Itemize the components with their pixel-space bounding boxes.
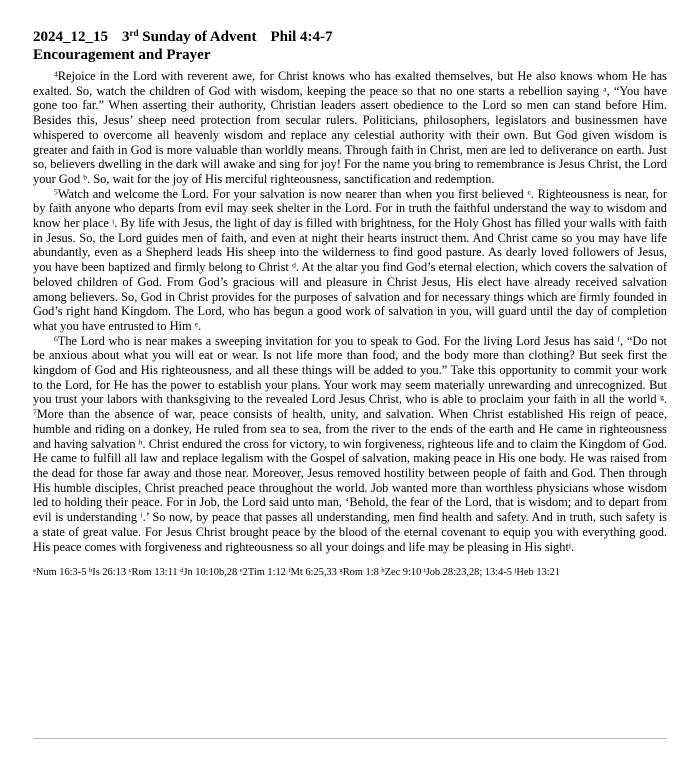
- occasion-number: 3: [122, 29, 130, 45]
- reference-citation: Rom 13:11: [131, 567, 181, 579]
- text-run: . By life with Jesus, the light of day is filled with brightness, for the Holy Ghost has filled your walls with faith in Jesus. So, the Lord guides men of faith, and even at night their hearts instruct them. And Christ came so you may have life abundantly, even as a Shepherd leads His sheep into the wilderness to find good pasture. As dearly loved followers of Jesus, you have been baptized and firmly belong to Christ: [33, 216, 667, 275]
- reference-citation: 2Tim 1:12: [242, 567, 289, 579]
- reference-citation: Num 16:3-5: [35, 567, 89, 579]
- reference-letter: e: [239, 566, 243, 574]
- reference-citation: Rom 1:8: [342, 567, 382, 579]
- reference-letter: j: [514, 566, 517, 574]
- footnote-marker: c: [527, 186, 531, 196]
- paragraph-verse-4: [33, 69, 667, 187]
- footnote-marker: h: [138, 436, 143, 446]
- paragraph-verse-6: [33, 334, 667, 555]
- text-run: . At the altar you find God’s eternal election, which covers the salvation of beloved children of God. From God’s gracious will and pleasure in Christ Jesus, His elect have already received salvation among believers. So, God in Christ provides for the purposes of salvation and for necessary things which are firmly founded in God’s right hand Kingdom. The Lord, who has begun a good work of salvation in you, will guard until the day of completion what you have entrusted to Him: [33, 260, 668, 333]
- verse-number: 6: [54, 333, 58, 343]
- page-title: [33, 28, 667, 46]
- text-run: Watch and welcome the Lord. For your salvation is now nearer than when you first believed: [57, 186, 528, 201]
- reference-citation: Heb 13:21: [516, 567, 560, 579]
- text-run: .: [571, 539, 575, 554]
- text-run: . So, wait for the joy of His merciful righteousness, sanctification and redemption.: [87, 171, 495, 186]
- text-run: .: [198, 318, 202, 333]
- scripture-reference: Phil 4:4-7: [270, 29, 333, 45]
- footnote-references: [33, 566, 667, 579]
- reference-letter: g: [339, 566, 343, 574]
- reference-citation: Is 26:13: [92, 567, 129, 579]
- footnote-marker: f: [617, 333, 621, 343]
- text-run: The Lord who is near makes a sweeping invitation for you to speak to God. For the living Lord Jesus has said: [57, 333, 618, 348]
- text-run: . Christ endured the cross for victory, to win forgiveness, righteous life and to claim the Kingdom of God. He came to fulfill all law and replace legalism with the Gospel of salvation, making peace in His one body. He was raised from the dead for those far away and those near. Moreover, Jesus removed hostility between people of faith and God. Then through His humble disciples, Christ preached peace throughout the world. Job wanted more than worthless physicians whose wisdom led to holding their peace. For in Job, the Lord said unto man, ‘Behold, the fear of the Lord, that is wisdom; and to depart from evil is understanding: [33, 436, 667, 525]
- occasion-ordinal: rd: [129, 28, 139, 39]
- reference-letter: d: [180, 566, 184, 574]
- reference-citation: Job 28:23,28; 13:4-5: [425, 567, 515, 579]
- footnote-marker: b: [83, 172, 87, 182]
- reference-letter: b: [89, 566, 93, 574]
- sermon-body: [33, 69, 667, 554]
- footnote-marker: j: [568, 539, 572, 549]
- verse-number: 5: [54, 186, 58, 196]
- footnote-marker: 7: [33, 407, 37, 417]
- footnote-marker: i: [112, 216, 115, 226]
- verse-number: 4: [54, 69, 58, 79]
- reference-letter: c: [128, 566, 132, 574]
- reference-letter: i: [423, 566, 426, 574]
- text-run: , “You have gone too far.” When asserting their authority, Christian leaders assert obedience to the Lord so men can stand before Him. Besides this, Jesus’ sheep need protection from secular rulers. Politicians, philosophers, legislators and businessmen have whispered to overcome all heavenly wisdom and replace any celestial authority with their own. But God given wisdom is greater and faith in God is more valuable than worldly means. Through faith in Christ, men are led to deliverance on earth. Just so, believers dwelling in the dark will awake and sing for joy! For the name you bring to remembrance is Jesus Christ, the Lord your God: [33, 83, 667, 186]
- sermon-page: [33, 28, 667, 579]
- occasion-name: Sunday of Advent: [138, 29, 257, 45]
- reference-letter: a: [33, 566, 36, 574]
- footnote-marker: g: [660, 392, 664, 402]
- reference-letter: f: [288, 566, 291, 574]
- reference-citation: Mt 6:25,33: [290, 567, 340, 579]
- paragraph-verse-5: [33, 187, 667, 334]
- footnote-marker: i: [140, 510, 143, 520]
- reference-citation: Zec 9:10: [384, 567, 424, 579]
- text-run: , “Do not be anxious about what you will eat or wear. Is not life more than food, and the body more than clothing? But seek first the kingdom of God and His righteousness, and all these things will be added to you.” Take this opportunity to commit your work to the Lord, for He has the power to establish your plans. Your work may seem materially unrewarding and unrecognized. But you trust your labors with thanksgiving to the revealed Lord Jesus Christ, who is able to proclaim your faith in all the world: [33, 333, 667, 407]
- text-run: . Righteousness is near, for by faith anyone who departs from evil may seek shelter in the Lord. For in truth the faithful understand the way to wisdom and know her place: [33, 186, 668, 231]
- footnote-marker: d: [292, 260, 296, 270]
- footnote-marker: e: [194, 319, 199, 329]
- text-run: Rejoice in the Lord with reverent awe, for Christ knows who has exalted themselves, but He also knows whom He has exalted. So, watch the children of God with wisdom, keeping the peace so that no one starts a rebellion saying: [33, 69, 667, 98]
- text-run: .’ So now, by peace that passes all understanding, men find health and safety. And in truth, such safety is a state of great value. For Jesus Christ brought peace by the blood of the eternal covenant to equip you with everything good. His peace comes with forgiveness and righteousness so all your doings and life may be pleasing in His sight: [33, 510, 667, 554]
- sermon-date: 2024_12_15: [33, 29, 108, 45]
- reference-letter: h: [381, 566, 385, 574]
- bottom-divider: [33, 738, 667, 739]
- footnote-marker: a: [603, 83, 607, 93]
- text-run: .: [663, 392, 667, 407]
- page-subtitle: Encouragement and Prayer: [33, 47, 211, 63]
- reference-citation: Jn 10:10b,28: [183, 567, 240, 579]
- text-run: More than the absence of war, peace consists of health, unity, and salvation. When Christ established His reign of peace, humble and riding on a donkey, He ruled from sea to sea, from the river to the ends of the earth and He came in righteousness and having salvation: [33, 407, 667, 451]
